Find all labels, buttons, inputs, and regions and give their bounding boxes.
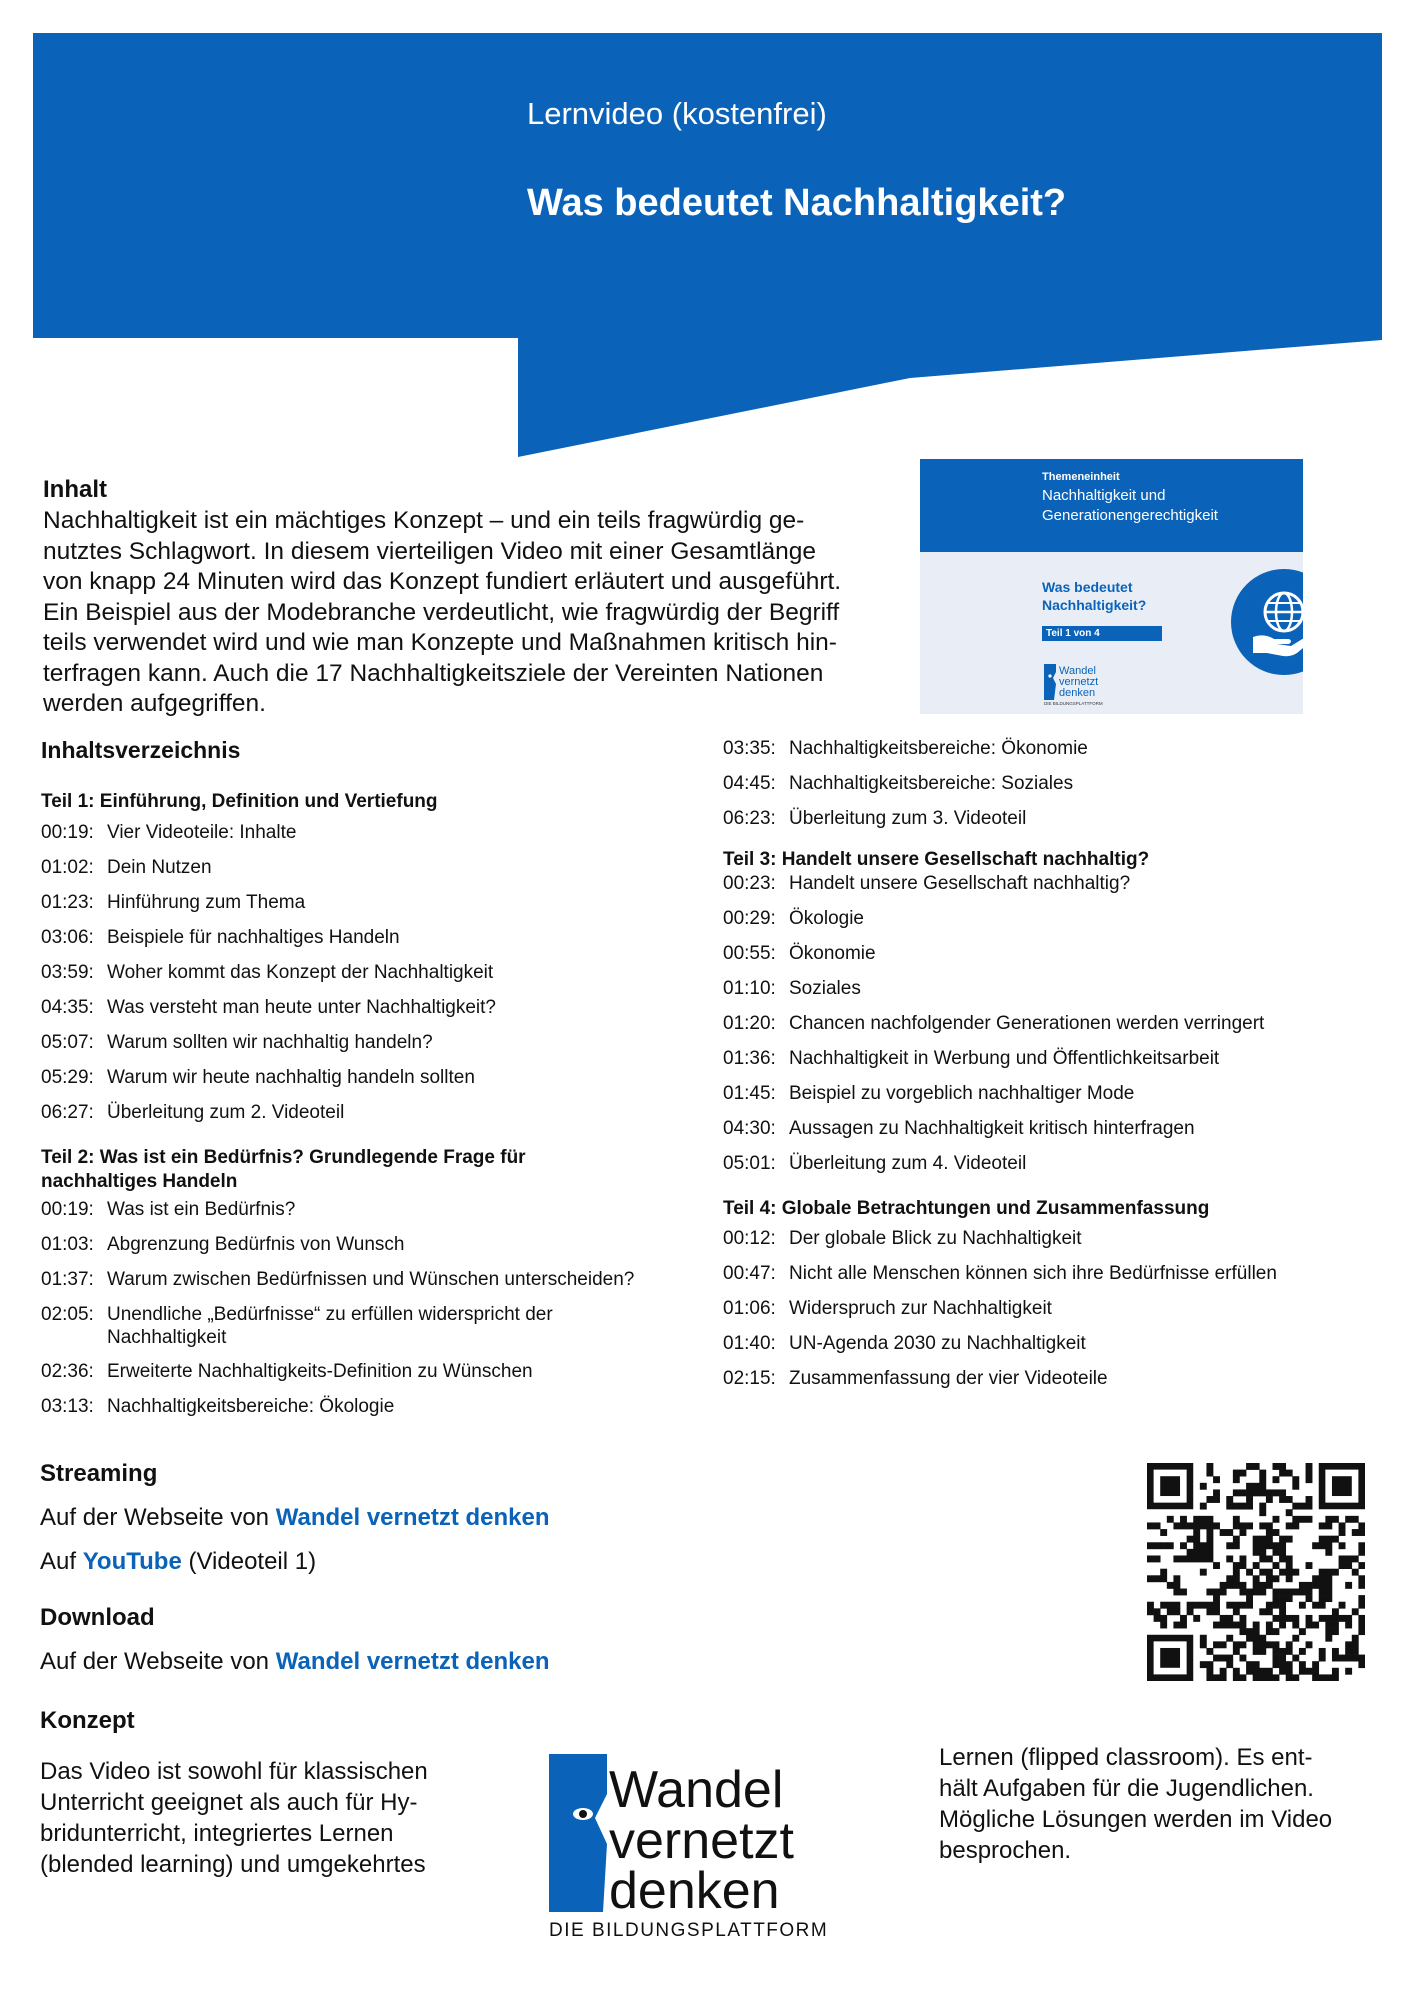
toc-entry[interactable]	[723, 1297, 1373, 1321]
intro-line: Ein Beispiel aus der Modebranche verdeutlicht, wie fragwürdig der Begriff	[43, 598, 840, 626]
thumbnail-topic: Nachhaltigkeit und	[1042, 487, 1166, 504]
toc-text: Soziales	[789, 978, 861, 999]
toc-text: Ökonomie	[789, 943, 876, 964]
toc-text: Nachhaltigkeitsbereiche: Ökonomie	[789, 738, 1088, 759]
intro-line: werden aufgegriffen.	[43, 690, 266, 717]
website-link[interactable]: Wandel vernetzt denken	[275, 1504, 550, 1531]
toc-entry[interactable]	[723, 807, 1373, 831]
toc-text: Beispiel zu vorgeblich nachhaltiger Mode	[789, 1083, 1135, 1104]
toc-text: Abgrenzung Bedürfnis von Wunsch	[107, 1234, 405, 1255]
toc-entry[interactable]	[723, 1012, 1373, 1036]
konzept-line: Lernen (flipped classroom). Es ent-	[939, 1744, 1313, 1771]
toc-time: 01:10:	[723, 978, 776, 999]
toc-time: 01:45:	[723, 1083, 776, 1104]
toc-time: 05:01:	[723, 1153, 776, 1174]
download-heading: Download	[40, 1604, 155, 1631]
intro-line: teils verwendet wird und wie man Konzepte und Maßnahmen kritisch hin-	[43, 629, 837, 656]
thumbnail-title: Was bedeutet Nachhaltigkeit?	[1042, 579, 1147, 613]
toc-entry[interactable]	[723, 1152, 1373, 1176]
toc-time: 03:13:	[41, 1396, 94, 1417]
toc-entry[interactable]	[41, 1360, 706, 1384]
toc-time: 06:23:	[723, 808, 776, 829]
intro-line: von knapp 24 Minuten wird das Konzept fundiert erläutert und ausgeführt.	[43, 568, 842, 595]
toc-entry[interactable]	[41, 926, 706, 950]
konzept-line: Unterricht geeignet als auch für Hy-	[40, 1789, 418, 1816]
konzept-text-right	[939, 1742, 1349, 1866]
toc-text: UN-Agenda 2030 zu Nachhaltigkeit	[789, 1333, 1086, 1354]
streaming-text: Auf der Webseite von	[40, 1504, 270, 1531]
toc-text: Chancen nachfolgender Generationen werden verringert	[789, 1013, 1265, 1034]
toc-entry[interactable]	[41, 1198, 706, 1222]
intro-heading: Inhalt	[43, 476, 107, 503]
toc-part-title: Teil 2: Was ist ein Bedürfnis? Grundlegende Frage für nachhaltiges Handeln	[41, 1147, 526, 1192]
toc-time: 01:02:	[41, 857, 94, 878]
streaming-line	[40, 1504, 550, 1532]
toc-entry[interactable]	[723, 977, 1373, 1001]
streaming-text: (Videoteil 1)	[188, 1548, 317, 1575]
header-subtitle: Lernvideo (kostenfrei)	[527, 96, 827, 131]
toc-entry[interactable]	[723, 1367, 1373, 1391]
toc-text: Überleitung zum 2. Videoteil	[107, 1102, 345, 1123]
youtube-link[interactable]: YouTube	[82, 1548, 182, 1575]
intro-text	[43, 506, 903, 720]
toc-entry[interactable]	[41, 1233, 706, 1257]
toc-text: Überleitung zum 4. Videoteil	[789, 1153, 1027, 1174]
toc-text: Nachhaltigkeitsbereiche: Ökologie	[107, 1396, 395, 1417]
toc-entry[interactable]	[41, 856, 706, 880]
thumbnail-topic: Generationengerechtigkeit	[1042, 507, 1218, 524]
toc-entry[interactable]	[41, 1395, 706, 1419]
toc-time: 00:55:	[723, 943, 776, 964]
download-line	[40, 1648, 550, 1676]
toc-time: 00:12:	[723, 1228, 776, 1249]
toc-entry[interactable]	[41, 1303, 706, 1349]
toc-entry[interactable]	[723, 737, 1373, 761]
toc-entry[interactable]	[41, 1066, 706, 1090]
toc-text: Nachhaltigkeitsbereiche: Soziales	[789, 773, 1074, 794]
toc-time: 00:19:	[41, 1199, 94, 1220]
toc-heading: Inhaltsverzeichnis	[41, 737, 241, 763]
toc-entry[interactable]	[723, 907, 1373, 931]
toc-entry[interactable]	[723, 872, 1373, 896]
toc-time: 00:19:	[41, 822, 94, 843]
toc-time: 02:05:	[41, 1304, 94, 1325]
toc-time: 00:23:	[723, 873, 776, 894]
toc-entry[interactable]	[41, 821, 706, 845]
streaming-heading: Streaming	[40, 1460, 158, 1487]
toc-text: Beispiele für nachhaltiges Handeln	[107, 927, 400, 948]
eye-head-logo-icon	[549, 1754, 607, 1912]
thumbnail-label: Themeneinheit	[1042, 471, 1120, 483]
toc-time: 01:37:	[41, 1269, 94, 1290]
globe-in-hand-icon	[1231, 569, 1303, 680]
konzept-line: (blended learning) und umgekehrtes	[40, 1851, 426, 1878]
toc-time: 05:29:	[41, 1067, 94, 1088]
toc-text: Nachhaltigkeit in Werbung und Öffentlichkeitsarbeit	[789, 1048, 1220, 1069]
toc-time: 03:06:	[41, 927, 94, 948]
toc-time: 01:40:	[723, 1333, 776, 1354]
toc-entry[interactable]	[723, 1047, 1373, 1071]
intro-line: Nachhaltigkeit ist ein mächtiges Konzept – und ein teils fragwürdig ge-	[43, 507, 805, 534]
toc-entry[interactable]	[723, 772, 1373, 796]
streaming-text: Auf	[40, 1548, 77, 1575]
thumbnail-part-badge: Teil 1 von 4	[1042, 626, 1162, 641]
toc-text: Ökologie	[789, 908, 864, 929]
konzept-line: besprochen.	[939, 1837, 1072, 1864]
download-link[interactable]: Wandel vernetzt denken	[275, 1648, 550, 1675]
toc-time: 01:03:	[41, 1234, 94, 1255]
toc-text: Warum sollten wir nachhaltig handeln?	[107, 1032, 433, 1053]
konzept-line: hält Aufgaben für die Jugendlichen.	[939, 1775, 1314, 1802]
toc-entry[interactable]	[41, 996, 706, 1020]
toc-text: Woher kommt das Konzept der Nachhaltigkeit	[107, 962, 494, 983]
toc-entry[interactable]	[41, 1268, 706, 1292]
toc-text: Dein Nutzen	[107, 857, 212, 878]
toc-right-column	[723, 737, 1373, 1391]
toc-entry[interactable]	[723, 1227, 1373, 1251]
toc-time: 02:36:	[41, 1361, 94, 1382]
toc-time: 01:20:	[723, 1013, 776, 1034]
toc-text: Was ist ein Bedürfnis?	[107, 1199, 296, 1220]
toc-text: Hinführung zum Thema	[107, 892, 306, 913]
toc-time: 01:06:	[723, 1298, 776, 1319]
toc-time: 04:45:	[723, 773, 776, 794]
toc-text: Vier Videoteile: Inhalte	[107, 822, 297, 843]
toc-text: Warum zwischen Bedürfnissen und Wünschen unterscheiden?	[107, 1269, 635, 1290]
toc-entry[interactable]	[41, 1031, 706, 1055]
toc-text: Unendliche „Bedürfnisse“ zu erfüllen widerspricht der Nachhaltigkeit	[107, 1304, 553, 1348]
thumb-logo-word: Wandel	[1059, 665, 1096, 677]
toc-entry[interactable]	[723, 1082, 1373, 1106]
toc-entry[interactable]	[723, 1332, 1373, 1356]
toc-time: 03:35:	[723, 738, 776, 759]
toc-time: 06:27:	[41, 1102, 94, 1123]
toc-time: 05:07:	[41, 1032, 94, 1053]
konzept-heading: Konzept	[40, 1707, 135, 1734]
qr-code-icon[interactable]	[1147, 1463, 1365, 1686]
streaming-line	[40, 1548, 316, 1576]
thumb-logo-tagline: DIE BILDUNGSPLATTFORM	[1044, 701, 1103, 706]
toc-entry[interactable]	[723, 1117, 1373, 1141]
konzept-line: Mögliche Lösungen werden im Video	[939, 1806, 1333, 1833]
toc-part-title: Teil 1: Einführung, Definition und Vertiefung	[41, 791, 438, 812]
toc-left-column	[41, 790, 706, 1419]
thumb-logo-word: denken	[1059, 687, 1096, 699]
konzept-line: Das Video ist sowohl für klassischen	[40, 1758, 428, 1785]
thumbnail-logo	[1042, 662, 1152, 712]
wandel-vernetzt-denken-logo	[547, 1752, 847, 1947]
toc-text: Warum wir heute nachhaltig handeln sollten	[107, 1067, 475, 1088]
header-banner	[0, 0, 1414, 470]
header-title: Was bedeutet Nachhaltigkeit?	[527, 182, 1067, 224]
logo-mark-icon	[1042, 662, 1152, 707]
logo-tagline: DIE BILDUNGSPLATTFORM	[549, 1920, 829, 1941]
intro-line: terfragen kann. Auch die 17 Nachhaltigkeitsziele der Vereinten Nationen	[43, 659, 824, 687]
toc-time: 03:59:	[41, 962, 94, 983]
toc-time: 00:29:	[723, 908, 776, 929]
toc-time: 04:30:	[723, 1118, 776, 1139]
toc-entry[interactable]	[41, 891, 706, 915]
toc-text: Nicht alle Menschen können sich ihre Bedürfnisse erfüllen	[789, 1263, 1277, 1284]
toc-text: Zusammenfassung der vier Videoteile	[789, 1368, 1108, 1389]
toc-text: Überleitung zum 3. Videoteil	[789, 808, 1027, 829]
toc-time: 01:23:	[41, 892, 94, 913]
toc-text: Widerspruch zur Nachhaltigkeit	[789, 1298, 1052, 1319]
download-text: Auf der Webseite von	[40, 1648, 270, 1675]
toc-entry[interactable]	[723, 1262, 1373, 1286]
toc-text: Erweiterte Nachhaltigkeits-Definition zu Wünschen	[107, 1361, 533, 1382]
toc-time: 04:35:	[41, 997, 94, 1018]
konzept-line: bridunterricht, integriertes Lernen	[40, 1820, 394, 1847]
toc-time: 00:47:	[723, 1263, 776, 1284]
toc-text: Was versteht man heute unter Nachhaltigkeit?	[107, 997, 496, 1018]
toc-entry[interactable]	[41, 1101, 706, 1125]
toc-entry[interactable]	[723, 942, 1373, 966]
video-thumbnail[interactable]	[920, 459, 1303, 714]
toc-entry[interactable]	[41, 961, 706, 985]
toc-part-title: Teil 4: Globale Betrachtungen und Zusammenfassung	[723, 1198, 1210, 1219]
intro-line: nutztes Schlagwort. In diesem vierteiligen Video mit einer Gesamtlänge	[43, 537, 817, 565]
toc-time: 02:15:	[723, 1368, 776, 1389]
toc-text: Der globale Blick zu Nachhaltigkeit	[789, 1228, 1082, 1249]
logo-word: denken	[609, 1862, 780, 1920]
konzept-text-left	[40, 1756, 500, 1880]
banner-shape	[0, 0, 1414, 470]
toc-text: Handelt unsere Gesellschaft nachhaltig?	[789, 873, 1131, 894]
logo-word: Wandel	[609, 1761, 784, 1819]
toc-time: 01:36:	[723, 1048, 776, 1069]
toc-part-title: Teil 3: Handelt unsere Gesellschaft nachhaltig?	[723, 849, 1150, 870]
logo-word: vernetzt	[609, 1812, 794, 1870]
thumb-logo-word: vernetzt	[1059, 676, 1099, 688]
toc-text: Aussagen zu Nachhaltigkeit kritisch hinterfragen	[789, 1118, 1195, 1139]
